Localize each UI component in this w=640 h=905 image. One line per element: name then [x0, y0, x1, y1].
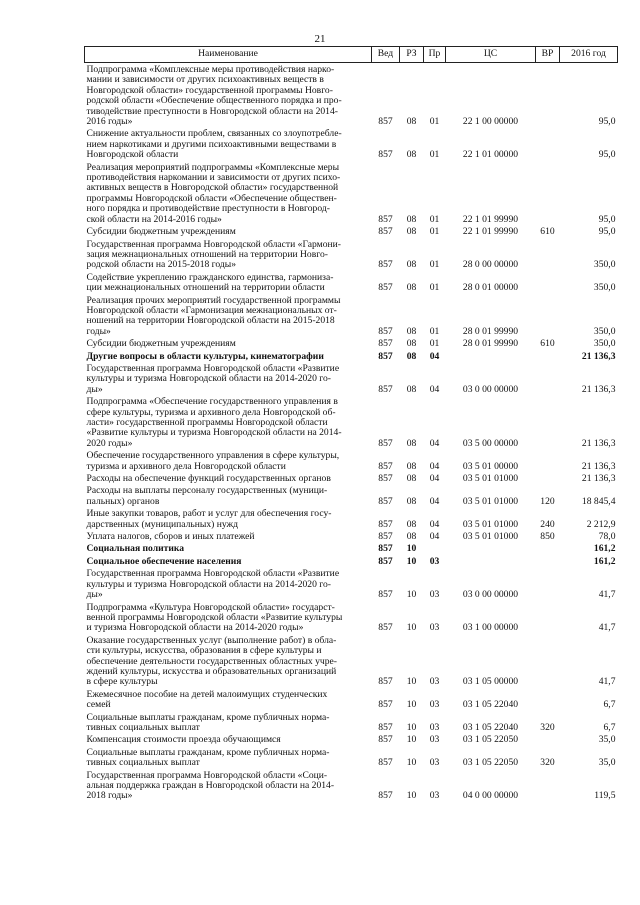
- table-row: [85, 238, 618, 271]
- cell-name: Содействие укреплению гражданского единства, гармониза- ции межнациональных отношений на территории области: [86, 271, 334, 294]
- header-pr: Пр: [424, 47, 446, 63]
- cell-amount: 41,7: [598, 676, 616, 688]
- cell-rz: 10: [406, 699, 417, 711]
- cell-amount: 41,7: [598, 589, 616, 601]
- cell-rz: 10: [406, 622, 417, 634]
- cell-amount: 21 136,3: [581, 473, 616, 485]
- cell-name: Государственная программа Новгородской области «Гармони- зация межнациональных отношений на территории Новго- родской области на 2015-2018 годы»: [86, 238, 341, 271]
- cell-rz: 10: [406, 676, 417, 688]
- cell-pr: 01: [429, 338, 440, 350]
- cell-amount: 161,2: [593, 543, 616, 555]
- cell-rz: 08: [406, 325, 417, 337]
- cell-amount: 6,7: [603, 699, 616, 711]
- cell-amount: 21 136,3: [581, 460, 616, 472]
- cell-vr: [536, 395, 560, 449]
- cell-ved: 857: [378, 676, 393, 688]
- cell-rz: 10: [406, 734, 417, 746]
- table-row: [85, 601, 618, 634]
- cell-ved: 857: [378, 495, 393, 507]
- cell-vr: [536, 449, 560, 472]
- cell-cs: 22 1 01 99990: [462, 226, 519, 238]
- cell-name: Обеспечение государственного управления в сфере культуры, туризма и архивного дела Новгородской области: [86, 450, 340, 472]
- cell-vr: [536, 733, 560, 745]
- header-vr: ВР: [536, 47, 560, 63]
- page-number: 21: [314, 33, 326, 45]
- cell-amount: 35,0: [598, 757, 616, 769]
- cell-rz: 10: [406, 555, 417, 567]
- cell-ved: 857: [378, 734, 393, 746]
- cell-ved: 857: [378, 213, 393, 225]
- table-row: [85, 769, 618, 802]
- cell-cs: 03 5 01 01000: [462, 495, 519, 507]
- cell-vr: [536, 127, 560, 160]
- cell-rz: 08: [406, 437, 417, 449]
- cell-name: Ежемесячное пособие на детей малоимущих студенческих семей: [86, 688, 328, 711]
- table-row: [85, 688, 618, 711]
- table-row: [85, 271, 618, 294]
- cell-name: Другие вопросы в области культуры, кинематографии: [86, 350, 324, 362]
- cell-vr: 320: [540, 757, 555, 769]
- cell-vr: 610: [540, 338, 555, 350]
- cell-name: Уплата налогов, сборов и иных платежей: [86, 531, 255, 543]
- cell-pr: 03: [429, 721, 440, 733]
- cell-amount: 350,0: [593, 282, 616, 294]
- cell-amount: 21 136,3: [581, 383, 616, 395]
- cell-pr: 04: [429, 460, 440, 472]
- cell-amount: 95,0: [598, 149, 616, 161]
- cell-vr: 610: [540, 226, 555, 238]
- table-row: [85, 294, 618, 338]
- cell-vr: [536, 601, 560, 634]
- cell-rz: 08: [406, 226, 417, 238]
- cell-name: Компенсация стоимости проезда обучающимся: [86, 734, 281, 746]
- cell-name: Подпрограмма «Комплексные меры противодействия нарко- мании и зависимости от других психоактивных веществ в Новгородской области» государственной программы Новго- родской области «Обеспечение общественного порядка и про- тиводействие преступности в Новгородской области на 2014- 2016 годы»: [86, 64, 342, 128]
- table-row: [85, 395, 618, 449]
- cell-ved: 857: [378, 149, 393, 161]
- cell-pr: 03: [429, 676, 440, 688]
- cell-name: Социальное обеспечение населения: [86, 555, 242, 567]
- cell-pr: 04: [429, 350, 440, 362]
- table-row: [85, 567, 618, 600]
- cell-amount: 161,2: [593, 555, 616, 567]
- cell-rz: 08: [406, 518, 417, 530]
- table-header-row: [85, 47, 618, 63]
- cell-ved: 857: [378, 116, 393, 128]
- cell-cs: 03 1 05 22050: [462, 757, 519, 769]
- cell-pr: 04: [429, 437, 440, 449]
- cell-vr: [536, 161, 560, 225]
- cell-cs: 03 5 00 00000: [462, 437, 519, 449]
- cell-name: Социальные выплаты гражданам, кроме публичных норма- тивных социальных выплат: [86, 711, 330, 733]
- cell-pr: 01: [429, 226, 440, 238]
- cell-name: Субсидии бюджетным учреждениям: [86, 338, 236, 350]
- cell-ved: 857: [378, 350, 393, 362]
- cell-pr: 01: [429, 259, 440, 271]
- table-row: [85, 542, 618, 554]
- cell-ved: 857: [378, 325, 393, 337]
- cell-name: Государственная программа Новгородской области «Развитие культуры и туризма Новгородской области на 2014-2020 го- ды»: [86, 568, 340, 601]
- cell-cs: 03 5 01 01000: [462, 518, 519, 530]
- header-year: 2016 год: [560, 47, 618, 63]
- cell-vr: [536, 555, 560, 567]
- cell-ved: 857: [378, 555, 393, 567]
- cell-cs: 03 0 00 00000: [462, 383, 519, 395]
- cell-cs: 03 0 00 00000: [462, 589, 519, 601]
- cell-pr: 01: [429, 149, 440, 161]
- cell-vr: [536, 362, 560, 395]
- cell-rz: 10: [406, 589, 417, 601]
- cell-cs: 03 1 05 22040: [462, 699, 519, 711]
- cell-rz: 08: [406, 473, 417, 485]
- cell-ved: 857: [378, 622, 393, 634]
- cell-vr: 320: [540, 721, 555, 733]
- cell-pr: 04: [429, 518, 440, 530]
- cell-cs: 22 1 01 00000: [462, 149, 519, 161]
- cell-pr: 03: [429, 555, 440, 567]
- cell-cs: 03 5 01 00000: [462, 460, 519, 472]
- cell-rz: 10: [406, 721, 417, 733]
- cell-cs: 28 0 01 99990: [462, 338, 519, 350]
- cell-name: Оказание государственных услуг (выполнение работ) в обла- сти культуры, искусства, образования в сфере культуры и обеспечение деятельности государственных областных учре- ждений культуры, искусства и образовательных организаций в сфере культуры: [86, 634, 337, 688]
- cell-name: Расходы на обеспечение функций государственных органов: [86, 473, 331, 485]
- cell-ved: 857: [378, 437, 393, 449]
- cell-cs: 03 1 05 22050: [462, 734, 519, 746]
- cell-rz: 08: [406, 338, 417, 350]
- table-row: [85, 161, 618, 225]
- cell-ved: 857: [378, 790, 393, 802]
- cell-rz: 08: [406, 495, 417, 507]
- cell-rz: 08: [406, 383, 417, 395]
- cell-vr: 850: [540, 531, 555, 543]
- cell-name: Подпрограмма «Обеспечение государственного управления в сфере культуры, туризма и архивного дела Новгородской об- ласти» государственной программы Новгородской области «Развитие культуры и туризма Новгородской области на 2014- 2020 годы»: [86, 396, 342, 449]
- cell-cs: 03 5 01 01000: [462, 473, 519, 485]
- header-ved: Вед: [372, 47, 400, 63]
- header-cs: ЦС: [446, 47, 536, 63]
- cell-name: Социальные выплаты гражданам, кроме публичных норма- тивных социальных выплат: [86, 746, 330, 769]
- cell-cs: 03 1 05 00000: [462, 676, 519, 688]
- cell-amount: 95,0: [598, 116, 616, 128]
- cell-ved: 857: [378, 757, 393, 769]
- cell-amount: 18 845,4: [581, 495, 616, 507]
- cell-pr: 03: [429, 589, 440, 601]
- table-row: [85, 634, 618, 688]
- cell-amount: 350,0: [593, 338, 616, 350]
- cell-amount: 78,0: [598, 531, 616, 543]
- cell-pr: 01: [429, 116, 440, 128]
- cell-amount: 6,7: [603, 721, 616, 733]
- cell-cs: [446, 555, 536, 567]
- cell-amount: 95,0: [598, 226, 616, 238]
- cell-pr: 04: [429, 473, 440, 485]
- cell-amount: 21 136,3: [581, 437, 616, 449]
- cell-amount: 95,0: [598, 213, 616, 225]
- cell-amount: 350,0: [593, 259, 616, 271]
- table-row: [85, 530, 618, 542]
- table-row: [85, 711, 618, 734]
- cell-name: Подпрограмма «Культура Новгородской области» государст- венной программы Новгородской области «Развитие культуры и туризма Новгородской области на 2014-2020 годы»: [86, 601, 343, 634]
- cell-pr: [424, 542, 446, 554]
- table-row: [85, 337, 618, 349]
- cell-rz: 08: [406, 282, 417, 294]
- cell-vr: [536, 634, 560, 688]
- cell-pr: 01: [429, 282, 440, 294]
- cell-ved: 857: [378, 531, 393, 543]
- cell-vr: [536, 63, 560, 128]
- cell-cs: [446, 350, 536, 362]
- cell-pr: 04: [429, 531, 440, 543]
- table-row: [85, 746, 618, 769]
- cell-rz: 08: [406, 350, 417, 362]
- cell-pr: 03: [429, 790, 440, 802]
- cell-cs: 22 1 01 99990: [462, 213, 519, 225]
- cell-cs: 03 1 00 00000: [462, 622, 519, 634]
- cell-ved: 857: [378, 721, 393, 733]
- cell-ved: 857: [378, 460, 393, 472]
- cell-name: Социальная политика: [86, 543, 185, 555]
- table-row: [85, 449, 618, 472]
- cell-name: Реализация прочих мероприятий государственной программы Новгородской области «Гармонизация межнациональных от- ношений на территории Новгородской области на 2015-2018 годы»: [86, 294, 341, 337]
- cell-vr: [536, 769, 560, 802]
- cell-ved: 857: [378, 383, 393, 395]
- cell-ved: 857: [378, 699, 393, 711]
- cell-rz: 08: [406, 149, 417, 161]
- table-row: [85, 350, 618, 362]
- cell-name: Реализация мероприятий подпрограммы «Комплексные меры противодействия наркомании и зависимости от других психо- активных веществ в Новгородской области» государственной программы Новгородской области «Обеспечение обществен- ного порядка и противодействие преступности в Новгород- ской области на 2014-2016 годы»: [86, 161, 341, 225]
- table-row: [85, 225, 618, 237]
- cell-cs: 28 0 00 00000: [462, 259, 519, 271]
- cell-pr: 03: [429, 734, 440, 746]
- cell-rz: 10: [406, 757, 417, 769]
- table-body: [85, 63, 618, 802]
- cell-ved: 857: [378, 543, 393, 555]
- cell-cs: 28 0 01 00000: [462, 282, 519, 294]
- cell-name: Субсидии бюджетным учреждениям: [86, 226, 236, 238]
- cell-amount: 41,7: [598, 622, 616, 634]
- cell-vr: [536, 238, 560, 271]
- cell-pr: 04: [429, 495, 440, 507]
- cell-rz: 08: [406, 259, 417, 271]
- cell-cs: 22 1 00 00000: [462, 116, 519, 128]
- table-row: [85, 362, 618, 395]
- cell-name: Государственная программа Новгородской области «Соци- альная поддержка граждан в Новгородской области на 2014- 2018 годы»: [86, 769, 335, 802]
- cell-ved: 857: [378, 282, 393, 294]
- table-row: [85, 63, 618, 128]
- cell-amount: 35,0: [598, 734, 616, 746]
- table-row: [85, 127, 618, 160]
- cell-pr: 03: [429, 699, 440, 711]
- cell-name: Снижение актуальности проблем, связанных со злоупотребле- нием наркотиками и другими психоактивными веществами в Новгородской области: [86, 128, 342, 161]
- cell-rz: 08: [406, 460, 417, 472]
- cell-pr: 01: [429, 325, 440, 337]
- cell-vr: [536, 688, 560, 711]
- table-row: [85, 484, 618, 507]
- cell-ved: 857: [378, 589, 393, 601]
- cell-cs: 04 0 00 00000: [462, 790, 519, 802]
- cell-vr: [536, 350, 560, 362]
- cell-ved: 857: [378, 226, 393, 238]
- cell-cs: 03 1 05 22040: [462, 721, 519, 733]
- cell-vr: [536, 271, 560, 294]
- cell-pr: 03: [429, 622, 440, 634]
- cell-vr: [536, 472, 560, 484]
- table-row: [85, 555, 618, 567]
- cell-name: Иные закупки товаров, работ и услуг для обеспечения госу- дарственных (муниципальных) нужд: [86, 508, 332, 530]
- cell-name: Расходы на выплаты персоналу государственных (муници- пальных) органов: [86, 485, 328, 507]
- cell-pr: 01: [429, 213, 440, 225]
- cell-amount: 2 212,9: [586, 518, 616, 530]
- budget-table: [84, 46, 618, 802]
- cell-ved: 857: [378, 338, 393, 350]
- cell-ved: 857: [378, 518, 393, 530]
- cell-vr: [536, 294, 560, 338]
- header-name: Наименование: [85, 47, 372, 63]
- cell-vr: 240: [540, 518, 555, 530]
- cell-rz: 08: [406, 116, 417, 128]
- table-row: [85, 472, 618, 484]
- cell-cs: 28 0 01 99990: [462, 325, 519, 337]
- cell-rz: 10: [406, 790, 417, 802]
- cell-ved: 857: [378, 259, 393, 271]
- cell-ved: 857: [378, 473, 393, 485]
- cell-amount: 350,0: [593, 325, 616, 337]
- cell-amount: 21 136,3: [581, 350, 616, 362]
- cell-rz: 08: [406, 213, 417, 225]
- cell-pr: 04: [429, 383, 440, 395]
- cell-name: Государственная программа Новгородской области «Развитие культуры и туризма Новгородской области на 2014-2020 го- ды»: [86, 362, 340, 395]
- cell-amount: 119,5: [594, 790, 616, 802]
- cell-pr: 03: [429, 757, 440, 769]
- cell-rz: 08: [406, 531, 417, 543]
- cell-cs: [446, 542, 536, 554]
- table-row: [85, 733, 618, 745]
- cell-vr: 120: [540, 495, 555, 507]
- cell-vr: [536, 567, 560, 600]
- cell-cs: 03 5 01 01000: [462, 531, 519, 543]
- cell-rz: 10: [406, 543, 417, 555]
- header-rz: РЗ: [400, 47, 424, 63]
- cell-vr: [536, 542, 560, 554]
- table-row: [85, 507, 618, 530]
